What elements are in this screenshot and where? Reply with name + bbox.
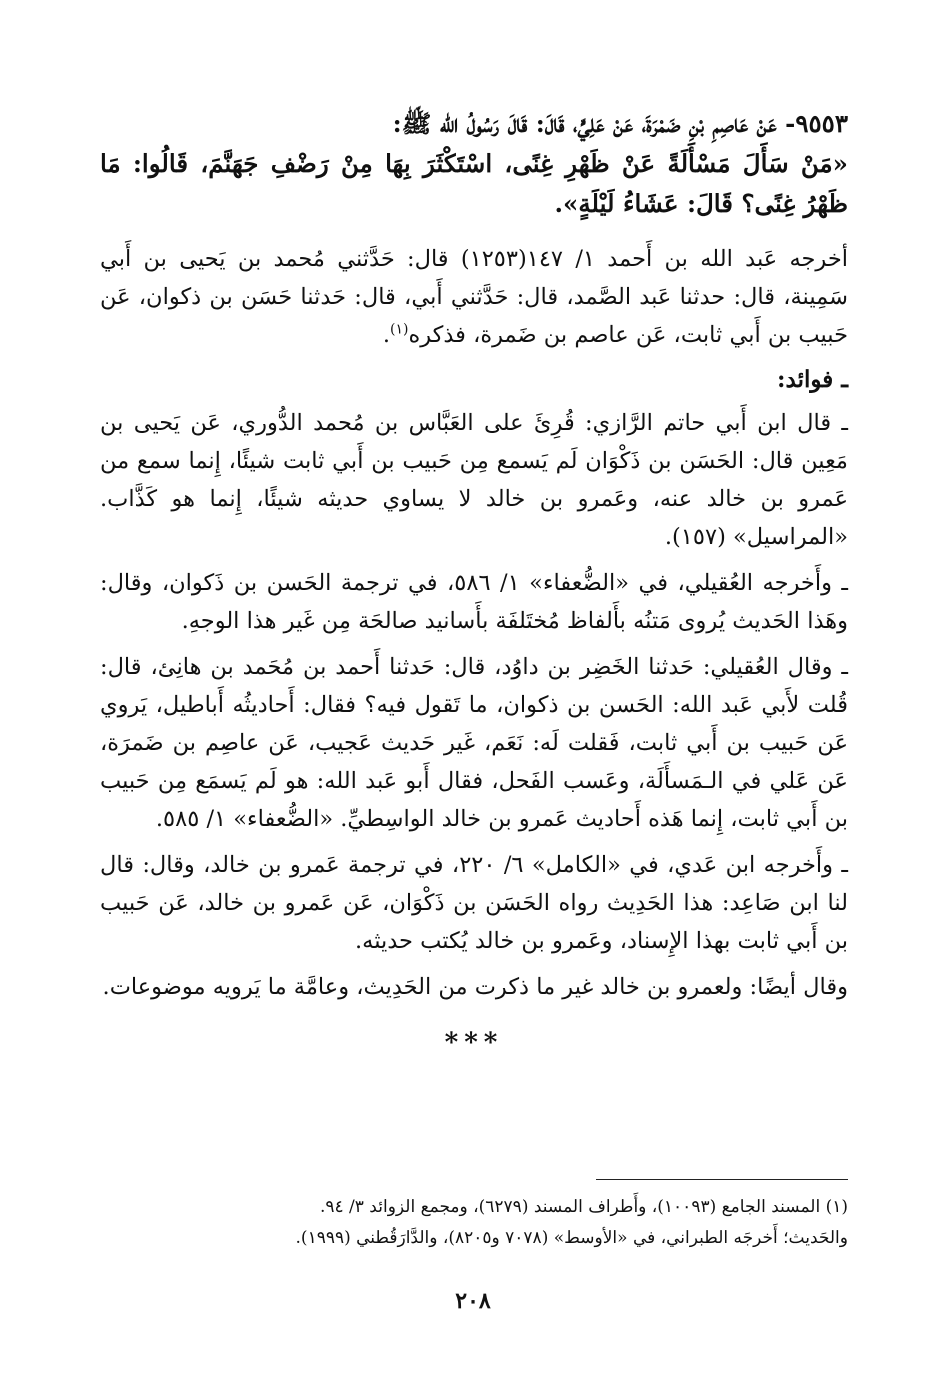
- hadith-block: [100, 104, 848, 224]
- takhrij-end: .: [382, 322, 390, 348]
- takhrij-paragraph: [100, 240, 848, 354]
- section-separator: ***: [444, 1028, 504, 1058]
- fawaid-paragraph-1: ـ قال ابن أَبي حاتم الرَّازي: قُرِئَ على العَبَّاس بن مُحمد الدُّوري، عَن يَحيى بن مَعِين قال: الحَسَن بن ذَكْوَان لَم يَسمع مِن حَبيب بن أَبي ثابت شيئًا، إِنما سمع من عَمرو بن خالد عنه، وعَمرو بن خالد لا يساوي حديثه شيئًا، إِنما هو كَذَّاب. «المراسيل» (١٥٧).: [100, 410, 848, 550]
- hadith-text: «مَنْ سَأَلَ مَسْأَلَةً عَنْ ظَهْرِ غِنًى، اسْتَكْثَرَ بِهَا مِنْ رَضْفِ جَهَنَّمَ، قَالُوا: مَا ظَهْرُ غِنًى؟ قَالَ: عَشَاءُ لَيْلَةٍ».: [100, 149, 848, 218]
- takhrij-text: أخرجه عَبد الله بن أَحمد ١/ ١٤٧(١٢٥٣) قال: حَدَّثني مُحمد بن يَحيى بن أَبي سَمِينة، قال: حدثنا عَبد الصَّمد، قال: حَدَّثني أَبي، قال: حَدثنا حَسَن بن ذكوان، عَن حَبيب بن أَبي ثابت، عَن عاصم بن ضَمرة، فذكره: [100, 246, 848, 348]
- fawaid-paragraph-2: ـ وأَخرجه العُقيلي، في «الضُّعفاء» ١/ ٥٨٦، في ترجمة الحَسن بن ذَكوان، وقال: وهَذا الحَديث يُروى مَتنُه بأَلفاظ مُختَلفَة بأَسانيد صالحَة مِن غَير هذا الوجهِ.: [100, 570, 848, 634]
- fawaid-paragraph-4: ـ وأَخرجه ابن عَدي، في «الكامل» ٦/ ٢٢٠، في ترجمة عَمرو بن خالد، وقال: قال لنا ابن صَاعِد: هذا الحَدِيث رواه الحَسَن بن ذَكْوَان، عَن عَمرو بن خالد، عَن حَبيب بن أَبي ثابت بهذا الإِسناد، وعَمرو بن خالد يُكتب حديثه.: [100, 852, 848, 954]
- fawaid-heading: ـ فوائد:: [777, 366, 848, 393]
- footnote-rule: [596, 1179, 848, 1180]
- page-body: [100, 104, 848, 1068]
- page-number: ٢٠٨: [455, 1288, 491, 1314]
- footnote-1-continued: والحَديث؛ أَخرجَه الطبراني، في «الأوسط» (٧٠٧٨ و٨٢٠٥)، والدَّارَقُطني (١٩٩٩).: [295, 1228, 848, 1248]
- footnote-1: (١) المسند الجامع (١٠٠٩٣)، وأَطراف المسند (٦٢٧٩)، ومجمع الزوائد ٣/ ٩٤.: [319, 1197, 848, 1217]
- hadith-number-line: ٩٥٥٣- عَنْ عَاصِمِ بْنِ ضَمْرَةَ، عَنْ عَلِيٍّ، قَالَ: قَالَ رَسُولُ الله ﷺ:: [392, 109, 848, 138]
- fawaid-paragraph-5: وقال أيضًا: ولعمرو بن خالد غير ما ذكرت من الحَدِيث، وعامَّة ما يَرويه موضوعات.: [102, 974, 848, 1000]
- fawaid-paragraph-3: ـ وقال العُقيلي: حَدثنا الخَضِر بن داوُد، قال: حَدثنا أَحمد بن مُحَمد بن هانِئ، قال: قُلت لأَبي عَبد الله: الحَسن بن ذكوان، ما تَقول فيه؟ فقال: أَحاديثُه أَباطيل، يَروي عَن حَبيب بن أَبي ثابت، فَقلت لَه: نَعَم، غَير حَديث عَجيب، عَن عاصِم بن ضَمرَة، عَن عَلي في الـمَسأَلَة، وعَسب الفَحل، فقال أَبو عَبد الله: هو لَم يَسمَع مِن حَبيب بن أَبي ثابت، إِنما هَذه أَحاديث عَمرو بن خالد الواسِطيِّ. «الضُّعفاء» ١/ ٥٨٥.: [100, 654, 848, 832]
- footnotes: [100, 1192, 848, 1254]
- footnote-ref: (١): [389, 321, 409, 338]
